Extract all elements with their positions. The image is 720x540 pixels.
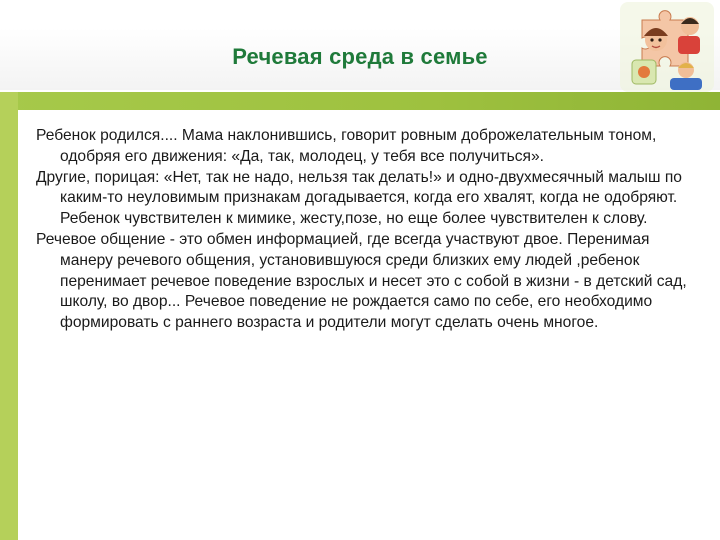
- paragraph-1: Ребенок родился.... Мама наклонившись, говорит ровным доброжелательным тоном, одобряя его движения: «Да, так, молодец, у тебя все получиться».: [36, 127, 657, 165]
- left-accent-block: [0, 92, 18, 540]
- slide-body: [36, 126, 696, 334]
- top-left-accent: [0, 0, 18, 28]
- puzzle-children-icon: [612, 0, 720, 96]
- slide-title: Речевая среда в семье: [232, 44, 488, 69]
- paragraph-2: Другие, порицая: «Нет, так не надо, нельзя так делать!» и одно-двухмесячный малыш по каким-то неуловимым признакам догадывается, когда его хвалят, когда не одобряют. Ребенок чувствителен к мимике, жесту,позе, но еще более чувствителен к слову.: [36, 168, 682, 228]
- paragraph-3: Речевое общение - это обмен информацией, где всегда участвуют двое. Перенимая манеру речевого общения, установившуюся среди близких ему людей ,ребенок перенимает речевое поведение взрослых и несет это с собой в жизни - в детский сад, школу, во двор... Речевое поведение не рождается само по себе, его необходимо формировать с раннего возраста и родители могут сделать очень многое.: [36, 230, 687, 332]
